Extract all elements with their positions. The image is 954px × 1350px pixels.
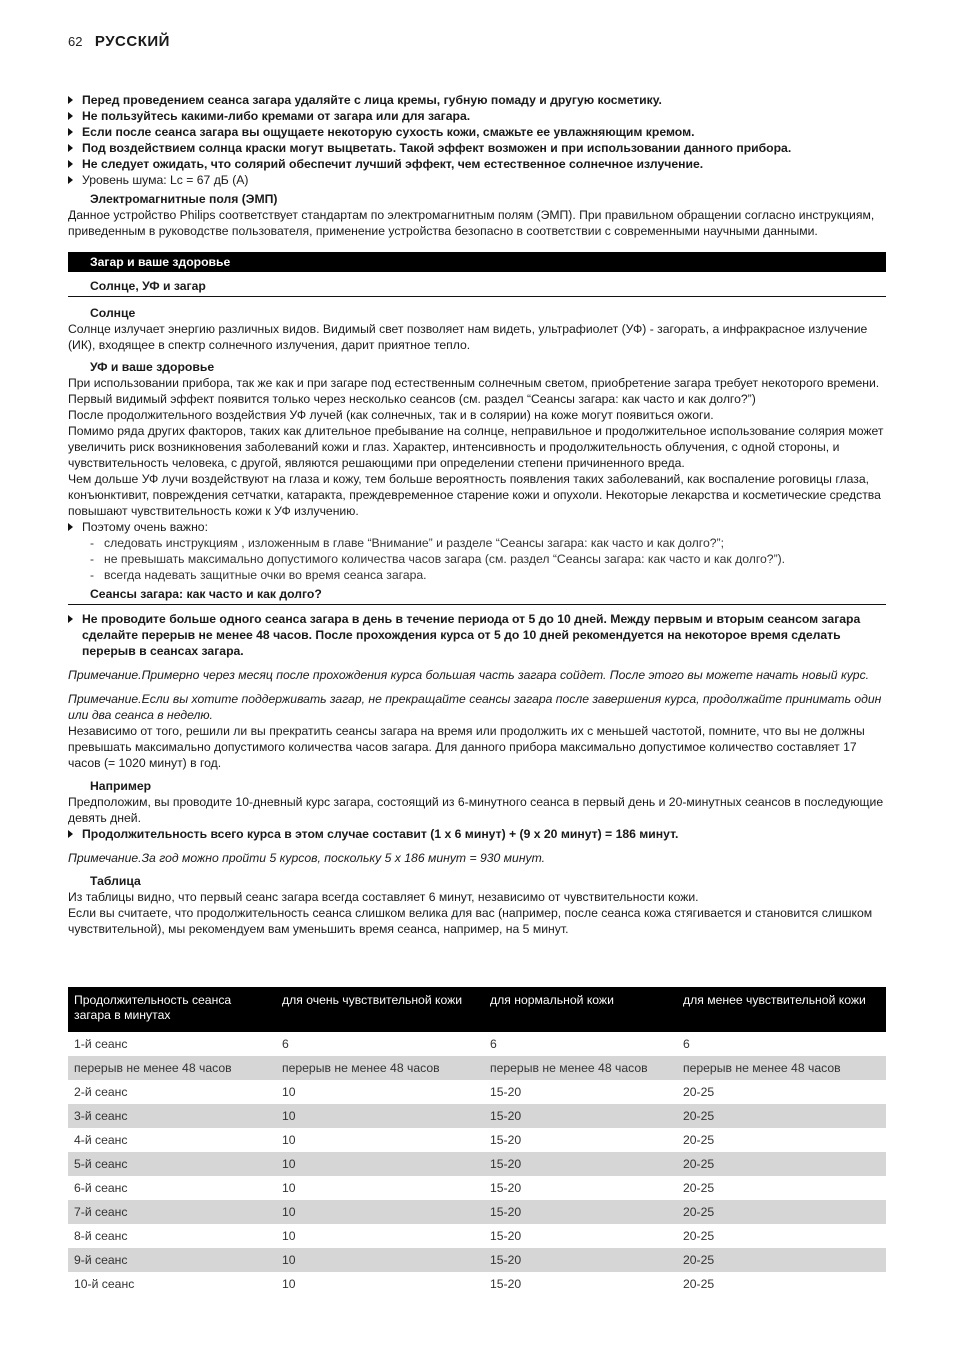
table-row <box>68 1104 886 1128</box>
column-header: для менее чувствительной кожи <box>677 987 886 1032</box>
note-2: Примечание.Если вы хотите поддерживать загар, не прекращайте сеансы загара после завершения курса, продолжайте принимать один или два сеанса в неделю. <box>68 692 882 722</box>
table-cell: 20-25 <box>677 1152 886 1176</box>
table-cell: 6 <box>282 1037 289 1051</box>
table-cell: 2-й сеанс <box>74 1085 128 1099</box>
table-cell: перерыв не менее 48 часов <box>276 1056 484 1080</box>
page-header <box>68 33 170 53</box>
table-cell: 15-20 <box>490 1229 522 1243</box>
table-row <box>68 1080 886 1104</box>
list-item: Если после сеанса загара вы ощущаете некоторую сухость кожи, смажьте ее увлажняющим кремом. <box>68 124 886 140</box>
table-cell: 20-25 <box>683 1133 715 1147</box>
table-cell: 15-20 <box>490 1133 522 1147</box>
table-cell: 10 <box>282 1133 296 1147</box>
limit-paragraph: Независимо от того, решили ли вы прекратить сеансы загара на время или продолжить их с меньшей частотой, помните, что вы не должны превышать максимально допустимого количества часов загара. Для данного прибора максимально допустимое количество составляет 17 часов (= 1020 минут) в год. <box>68 724 865 770</box>
emf-text: Данное устройство Philips соответствует стандартам по электромагнитным полям (ЭМП). При правильном обращении согласно инструкциям, приведенным в руководстве пользователя, применение устройства безопасно в соответствии с современными научными данными. <box>68 208 875 238</box>
sessions-rule: Не проводите больше одного сеанса загара в день в течение периода от 5 до 10 дней. Между первым и вторым сеансом загара сделайте перерыв не менее 48 часов. После прохождения курса от 5 до 10 дней рекомендуется на некоторое время сделать перерыв в сеансах загара. <box>68 611 886 659</box>
table-cell: 5-й сеанс <box>68 1152 276 1176</box>
table-cell: 15-20 <box>490 1085 522 1099</box>
bullet-icon <box>68 96 73 104</box>
table-row <box>68 1272 886 1296</box>
uv-paragraph-4: Чем дольше УФ лучи воздействуют на глаза и кожу, тем больше вероятность появления таких заболеваний, как воспаление роговицы глаза, конъюнктивит, повреждения сетчатки, катаракта, преждевременное старение кожи и опухоли. Некоторые лекарства и косметические средства повышают чувствительность кожи к УФ излучению. <box>68 472 881 518</box>
tanning-table <box>68 987 886 1296</box>
column-header: для очень чувствительной кожи <box>276 987 484 1032</box>
table-cell: 10 <box>282 1277 296 1291</box>
table-row <box>68 1056 886 1080</box>
table-cell: 9-й сеанс <box>68 1248 276 1272</box>
sun-text: Солнце излучает энергию различных видов. Видимый свет позволяет нам видеть, ультрафиолет (УФ) - загорать, а инфракрасное излучение (ИК), входящее в спектр солнечного излучения, дарит приятное тепло. <box>68 322 868 352</box>
section-title-bar: Загар и ваше здоровье <box>68 252 886 272</box>
page-number: 62 <box>68 34 83 49</box>
table-header-row <box>68 987 886 1032</box>
emf-heading: Электромагнитные поля (ЭМП) <box>90 192 278 206</box>
table-cell: 15-20 <box>490 1181 522 1195</box>
sun-heading: Солнце <box>90 306 136 320</box>
table-cell: 10 <box>276 1104 484 1128</box>
table-cell: 6 <box>683 1037 690 1051</box>
table-cell: 15-20 <box>484 1152 677 1176</box>
list-item: - не превышать максимально допустимого количества часов загара (см. раздел “Сеансы загара: как часто и как долго?”). <box>90 551 886 567</box>
table-cell: 8-й сеанс <box>74 1229 128 1243</box>
list-item: Уровень шума: Lc = 67 дБ (A) <box>68 172 886 188</box>
list-item: - следовать инструкциям , изложенным в главе “Внимание” и разделе “Сеансы загара: как часто и как долго?”; <box>90 535 886 551</box>
column-header: для нормальной кожи <box>484 987 677 1032</box>
bullet-icon <box>68 523 73 531</box>
table-cell: 4-й сеанс <box>74 1133 128 1147</box>
table-cell: 15-20 <box>484 1200 677 1224</box>
table-cell: 6 <box>490 1037 497 1051</box>
bullet-icon <box>68 830 73 838</box>
bullet-icon <box>68 112 73 120</box>
list-item: Под воздействием солнца краски могут выцветать. Такой эффект возможен и при использовании данного прибора. <box>68 140 886 156</box>
section-subtitle: Солнце, УФ и загар <box>68 272 886 297</box>
table-cell: 10 <box>282 1085 296 1099</box>
table-row <box>68 1128 886 1152</box>
table-cell: перерыв не менее 48 часов <box>677 1056 886 1080</box>
table-row <box>68 1200 886 1224</box>
important-list <box>68 535 886 583</box>
uv-heading: УФ и ваше здоровье <box>90 360 215 374</box>
table-cell: 10 <box>282 1181 296 1195</box>
note-1: Примечание.Примерно через месяц после прохождения курса большая часть загара сойдет. После этого вы можете начать новый курс. <box>68 668 870 682</box>
table-cell: перерыв не менее 48 часов <box>68 1056 276 1080</box>
warnings-list <box>68 92 886 188</box>
table-cell: 6-й сеанс <box>74 1181 128 1195</box>
important-bullet: Поэтому очень важно: <box>68 519 886 535</box>
table-cell: 15-20 <box>490 1277 522 1291</box>
table-cell: 10-й сеанс <box>74 1277 135 1291</box>
table-cell: 20-25 <box>683 1277 715 1291</box>
page-content <box>68 92 886 937</box>
table-cell: 10 <box>276 1152 484 1176</box>
table-cell: 7-й сеанс <box>68 1200 276 1224</box>
table-row <box>68 1176 886 1200</box>
list-item: Перед проведением сеанса загара удаляйте с лица кремы, губную помаду и другую косметику. <box>68 92 886 108</box>
bullet-icon <box>68 128 73 136</box>
list-item: Не пользуйтесь какими-либо кремами от загара или для загара. <box>68 108 886 124</box>
table-cell: 20-25 <box>683 1229 715 1243</box>
table-row <box>68 1248 886 1272</box>
bullet-icon <box>68 144 73 152</box>
example-heading: Например <box>90 779 152 793</box>
table-cell: 20-25 <box>683 1085 715 1099</box>
table-cell: 10 <box>276 1248 484 1272</box>
table-cell: 10 <box>282 1229 296 1243</box>
list-item: Не следует ожидать, что солярий обеспечит лучший эффект, чем естественное солнечное излучение. <box>68 156 886 172</box>
language-title: РУССКИЙ <box>94 33 170 50</box>
table-cell: 3-й сеанс <box>68 1104 276 1128</box>
list-item: - всегда надевать защитные очки во время сеанса загара. <box>90 567 886 583</box>
bullet-icon <box>68 615 73 623</box>
table-cell: 1-й сеанс <box>74 1037 128 1051</box>
table-cell: 20-25 <box>677 1200 886 1224</box>
bullet-icon <box>68 160 73 168</box>
table-paragraph-1: Из таблицы видно, что первый сеанс загара всегда составляет 6 минут, независимо от чувствительности кожи. <box>68 890 699 904</box>
table-heading: Таблица <box>90 874 141 888</box>
table-row <box>68 1224 886 1248</box>
table-cell: 20-25 <box>683 1181 715 1195</box>
uv-paragraph-1: При использовании прибора, так же как и при загаре под естественным солнечным светом, приобретение загара требует некоторого времени. Первый видимый эффект появится только через несколько сеансов (см. раздел “Сеансы загара: как часто и как долго?”) <box>68 376 880 406</box>
uv-paragraph-3: Помимо ряда других факторов, таких как длительное пребывание на солнце, неправильное и продолжительное использование солярия может увеличить риск возникновения заболеваний кожи и глаз. Характер, интенсивность и продолжительность облучения, с одной стороны, и чувствительность человека, с другой, являются решающими при определении степени причиненного вреда. <box>68 424 884 470</box>
note-3: Примечание.За год можно пройти 5 курсов, поскольку 5 x 186 минут = 930 минут. <box>68 851 546 865</box>
table-cell: 20-25 <box>677 1248 886 1272</box>
column-header: Продолжительность сеанса загара в минутах <box>68 987 276 1032</box>
sessions-heading: Сеансы загара: как часто и как долго? <box>68 583 886 605</box>
table-row <box>68 1152 886 1176</box>
table-cell: 15-20 <box>484 1248 677 1272</box>
table-row <box>68 1032 886 1056</box>
example-bullet: Продолжительность всего курса в этом случае составит (1 x 6 минут) + (9 x 20 минут) = 186 минут. <box>68 826 886 842</box>
table-paragraph-2: Если вы считаете, что продолжительность сеанса слишком велика для вас (например, после сеанса кожа стягивается и становится слишком чувствительной), мы рекомендуем вам уменьшить время сеанса, например, на 5 минут. <box>68 906 873 936</box>
example-text: Предположим, вы проводите 10-дневный курс загара, состоящий из 6-минутного сеанса в первый день и 20-минутных сеансов в последующие девять дней. <box>68 795 884 825</box>
uv-paragraph-2: После продолжительного воздействия УФ лучей (как солнечных, так и в солярии) на коже могут появиться ожоги. <box>68 408 714 422</box>
table-cell: 20-25 <box>677 1104 886 1128</box>
table-cell: перерыв не менее 48 часов <box>484 1056 677 1080</box>
bullet-icon <box>68 176 73 184</box>
table-cell: 15-20 <box>484 1104 677 1128</box>
table-cell: 10 <box>276 1200 484 1224</box>
